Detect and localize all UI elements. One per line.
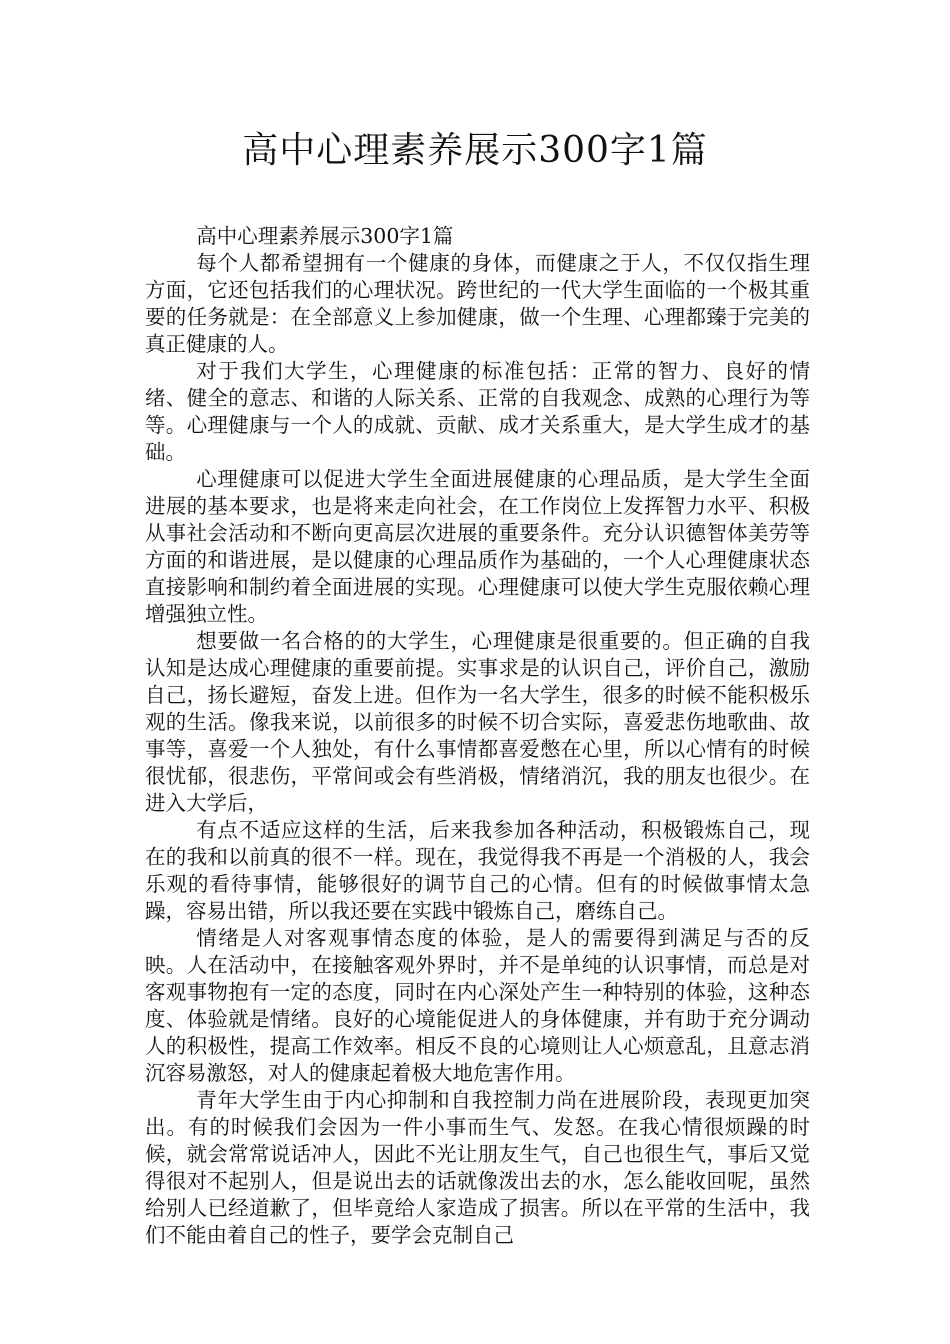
paragraph-3: 心理健康可以促进大学生全面进展健康的心理品质，是大学生全面进展的基本要求，也是将来走向社会，在工作岗位上发挥智力水平、积极从事社会活动和不断向更高层次进展的重要条件。充分认识德智体美劳等方面的和谐进展，是以健康的心理品质作为基础的，一个人心理健康状态直接影响和制约着全面进展的实现。心理健康可以使大学生克服依赖心理增强独立性。 xyxy=(145,467,810,626)
paragraph-2: 对于我们大学生，心理健康的标准包括：正常的智力、良好的情绪、健全的意志、和谐的人际关系、正常的自我观念、成熟的心理行为等等。心理健康与一个人的成就、贡献、成才关系重大，是大学生成才的基础。 xyxy=(145,359,810,464)
document-title: 高中心理素养展示300字1篇 xyxy=(242,130,708,171)
paragraph-1: 每个人都希望拥有一个健康的身体，而健康之于人，不仅仅指生理方面，它还包括我们的心理状况。跨世纪的一代大学生面临的一个极其重要的任务就是：在全部意义上参加健康，做一个生理、心理都臻于完美的真正健康的人。 xyxy=(145,251,810,356)
document-body xyxy=(145,223,810,1249)
paragraph-7: 青年大学生由于内心抑制和自我控制力尚在进展阶段，表现更加突出。有的时候我们会因为一件小事而生气、发怒。在我心情很烦躁的时候，就会常常说话冲人，因此不光让朋友生气，自己也很生气，事后又觉得很对不起别人，但是说出去的话就像泼出去的水，怎么能收回呢，虽然给别人已经道歉了，但毕竟给人家造成了损害。所以在平常的生活中，我们不能由着自己的性子，要学会克制自己 xyxy=(145,1088,810,1247)
document-subtitle: 高中心理素养展示300字1篇 xyxy=(196,224,454,248)
paragraph-6: 情绪是人对客观事情态度的体验，是人的需要得到满足与否的反映。人在活动中，在接触客观外界时，并不是单纯的认识事情，而总是对客观事物抱有一定的态度，同时在内心深处产生一种特别的体验，这种态度、体验就是情绪。良好的心境能促进人的身体健康，并有助于充分调动人的积极性，提高工作效率。相反不良的心境则让人心烦意乱，且意志消沉容易激怒，对人的健康起着极大地危害作用。 xyxy=(145,926,810,1085)
paragraph-5: 有点不适应这样的生活，后来我参加各种活动，积极锻炼自己，现在的我和以前真的很不一样。现在，我觉得我不再是一个消极的人，我会乐观的看待事情，能够很好的调节自己的心情。但有的时候做事情太急躁，容易出错，所以我还要在实践中锻炼自己，磨练自己。 xyxy=(145,818,810,923)
paragraph-4: 想要做一名合格的的大学生，心理健康是很重要的。但正确的自我认知是达成心理健康的重要前提。实事求是的认识自己，评价自己，激励自己，扬长避短，奋发上进。但作为一名大学生，很多的时候不能积极乐观的生活。像我来说，以前很多的时候不切合实际，喜爱悲伤地歌曲、故事等，喜爱一个人独处，有什么事情都喜爱憋在心里，所以心情有的时候很忧郁，很悲伤，平常间或会有些消极，情绪消沉，我的朋友也很少。在进入大学后， xyxy=(145,629,810,815)
